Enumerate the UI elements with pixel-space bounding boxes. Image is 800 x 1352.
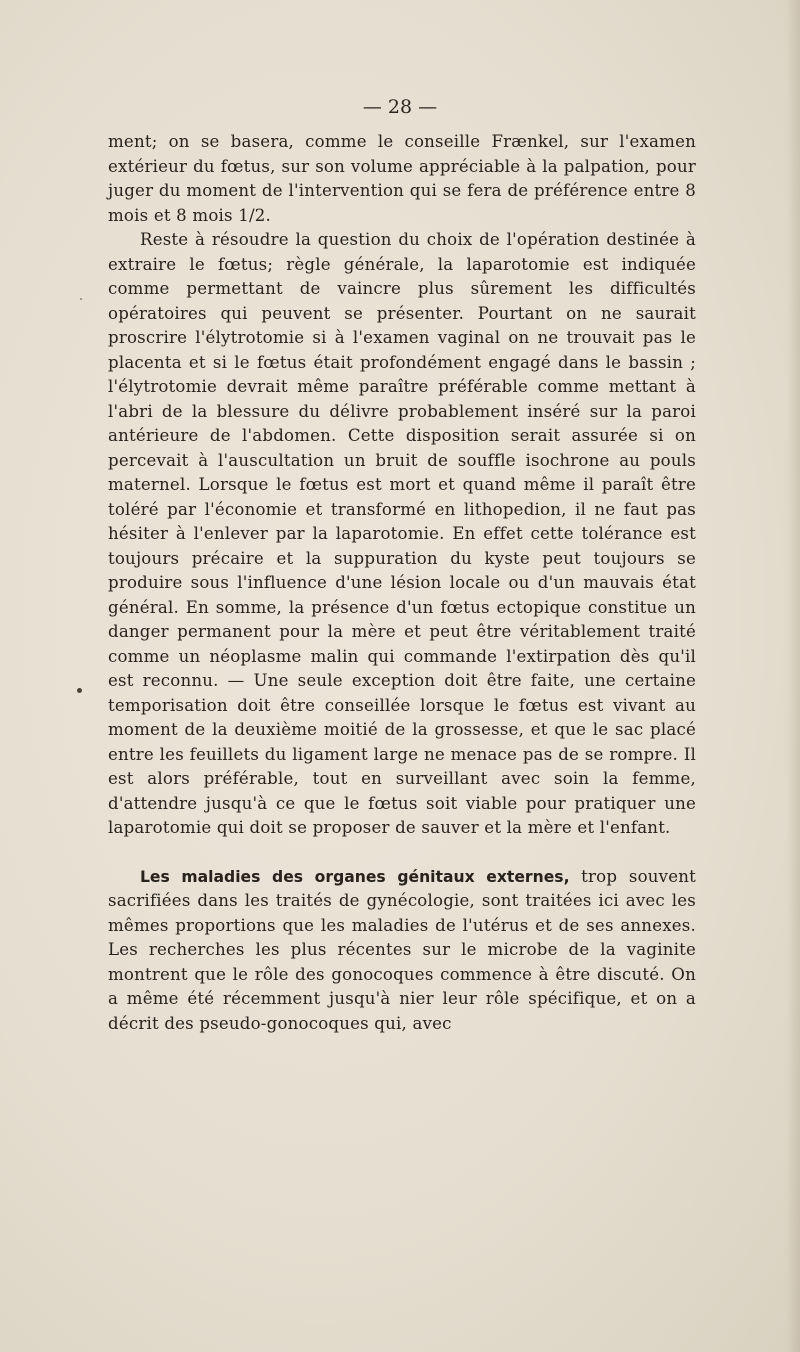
body-text [108,130,696,1036]
paper-speck [80,298,82,300]
paragraph-3 [108,865,696,1037]
page-number: — 28 — [362,96,438,118]
paragraph-2: Reste à résoudre la question du choix de l'opération destinée à extraire le fœtus; règle générale, la laparotomie est indiquée comme permettant de vaincre plus sûrement les difficultés opératoires qui peuvent se présenter. Pourtant on ne saurait proscrire l'élytrotomie si à l'examen vaginal on ne trouvait pas le placenta et si le fœtus était profondément engagé dans le bassin ; l'élytrotomie devrait même paraître préférable comme mettant à l'abri de la blessure du délivre probablement inséré sur la paroi antérieure de l'abdomen. Cette disposition serait assurée si on percevait à l'auscultation un bruit de souffle isochrone au pouls maternel. Lorsque le fœtus est mort et quand même il paraît être toléré par l'économie et transformé en lithopedion, il ne faut pas hésiter à l'enlever par la laparotomie. En effet cette tolérance est toujours précaire et la suppuration du kyste peut toujours se produire sous l'influence d'une lésion locale ou d'un mauvais état général. En somme, la présence d'un fœtus ectopique constitue un danger permanent pour la mère et peut être véritablement traité comme un néoplasme malin qui commande l'extirpation dès qu'il est reconnu. — Une seule exception doit être faite, une certaine temporisation doit être conseillée lorsque le fœtus est vivant au moment de la deuxième moitié de la grossesse, et que le sac placé entre les feuillets du ligament large ne menace pas de se rompre. Il est alors préférable, tout en surveillant avec soin la femme, d'attendre jusqu'à ce que le fœtus soit viable pour pratiquer une laparotomie qui doit se proposer de sauver et la mère et l'enfant. [108,230,696,837]
paragraph-3-text: trop souvent sacrifiées dans les traités de gynécologie, sont traitées ici avec les mêmes proportions que les maladies de l'utérus et de ses annexes. Les recherches les plus récentes sur le microbe de la vaginite montrent que le rôle des gonocoques commence à être discuté. On a même été récemment jusqu'à nier leur rôle spécifique, et on a décrit des pseudo-gonocoques qui, avec [108,866,696,1033]
page-edge-shadow [786,0,800,1352]
section-heading-inline: Les maladies des organes génitaux externes, [140,867,570,886]
ink-spot [77,688,82,693]
paragraph-1: ment; on se basera, comme le conseille Frænkel, sur l'examen extérieur du fœtus, sur son volume appréciable à la palpation, pour juger du moment de l'intervention qui se fera de préférence entre 8 mois et 8 mois 1/2. [108,132,696,225]
